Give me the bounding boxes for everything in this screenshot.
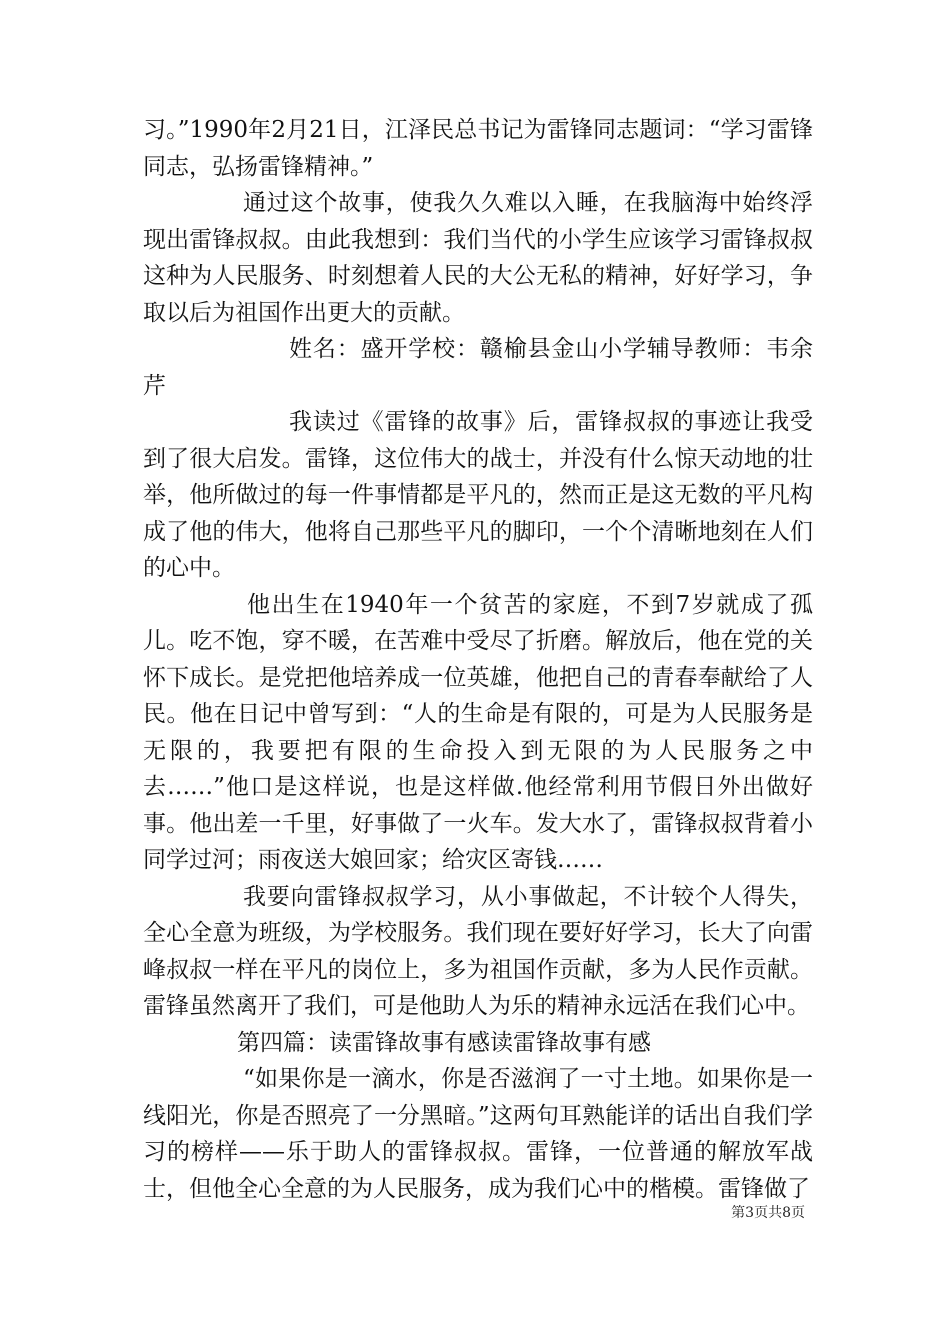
paragraph-3: 我读过《雷锋的故事》后，雷锋叔叔的事迹让我受到了很大启发。雷锋，这位伟大的战士，并没有什么惊天动地的壮举，他所做过的每一件事情都是平凡的，然而正是这无数的平凡构成了他的伟大，他将自己那些平凡的脚印，一个个清晰地刻在人们的心中。 [143, 409, 813, 581]
paragraph-5: 我要向雷锋叔叔学习，从小事做起，不计较个人得失，全心全意为班级，为学校服务。我们现在要好好学习，长大了向雷峰叔叔一样在平凡的岗位上，多为祖国作贡献，多为人民作贡献。雷锋虽然离开了我们，可是他助人为乐的精神永远活在我们心中。 [143, 883, 813, 1019]
paragraph-1: 习。”1990年2月21日，江泽民总书记为雷锋同志题词：“学习雷锋同志，弘扬雷锋精神。” [143, 117, 813, 180]
author-line: 姓名：盛开学校：赣榆县金山小学辅导教师：韦余芹 [143, 336, 813, 399]
paragraph-6: “如果你是一滴水，你是否滋润了一寸土地。如果你是一线阳光，你是否照亮了一分黑暗。”这两句耳熟能详的话出自我们学习的榜样——乐于助人的雷锋叔叔。雷锋，一位普通的解放军战士，但他全心全意的为人民服务，成为我们心中的楷模。雷锋做了 [143, 1066, 813, 1202]
paragraph-4: 他出生在1940年一个贫苦的家庭，不到7岁就成了孤儿。吃不饱，穿不暖，在苦难中受尽了折磨。解放后，他在党的关怀下成长。是党把他培养成一位英雄，他把自己的青春奉献给了人民。他在日记中曾写到：“人的生命是有限的，可是为人民服务是无限的，我要把有限的生命投入到无限的为人民服务之中去……”他口是这样说，也是这样做.他经常利用节假日外出做好事。他出差一千里，好事做了一火车。发大水了，雷锋叔叔背着小同学过河；雨夜送大娘回家；给灾区寄钱…… [143, 591, 813, 873]
paragraph-2: 通过这个故事，使我久久难以入睡，在我脑海中始终浮现出雷锋叔叔。由此我想到：我们当代的小学生应该学习雷锋叔叔这种为人民服务、时刻想着人民的大公无私的精神，好好学习，争取以后为祖国作出更大的贡献。 [143, 190, 813, 326]
section-heading: 第四篇：读雷锋故事有感读雷锋故事有感 [237, 1029, 651, 1056]
document-body [143, 112, 813, 1207]
page-number: 第3页共8页 [731, 1205, 805, 1221]
